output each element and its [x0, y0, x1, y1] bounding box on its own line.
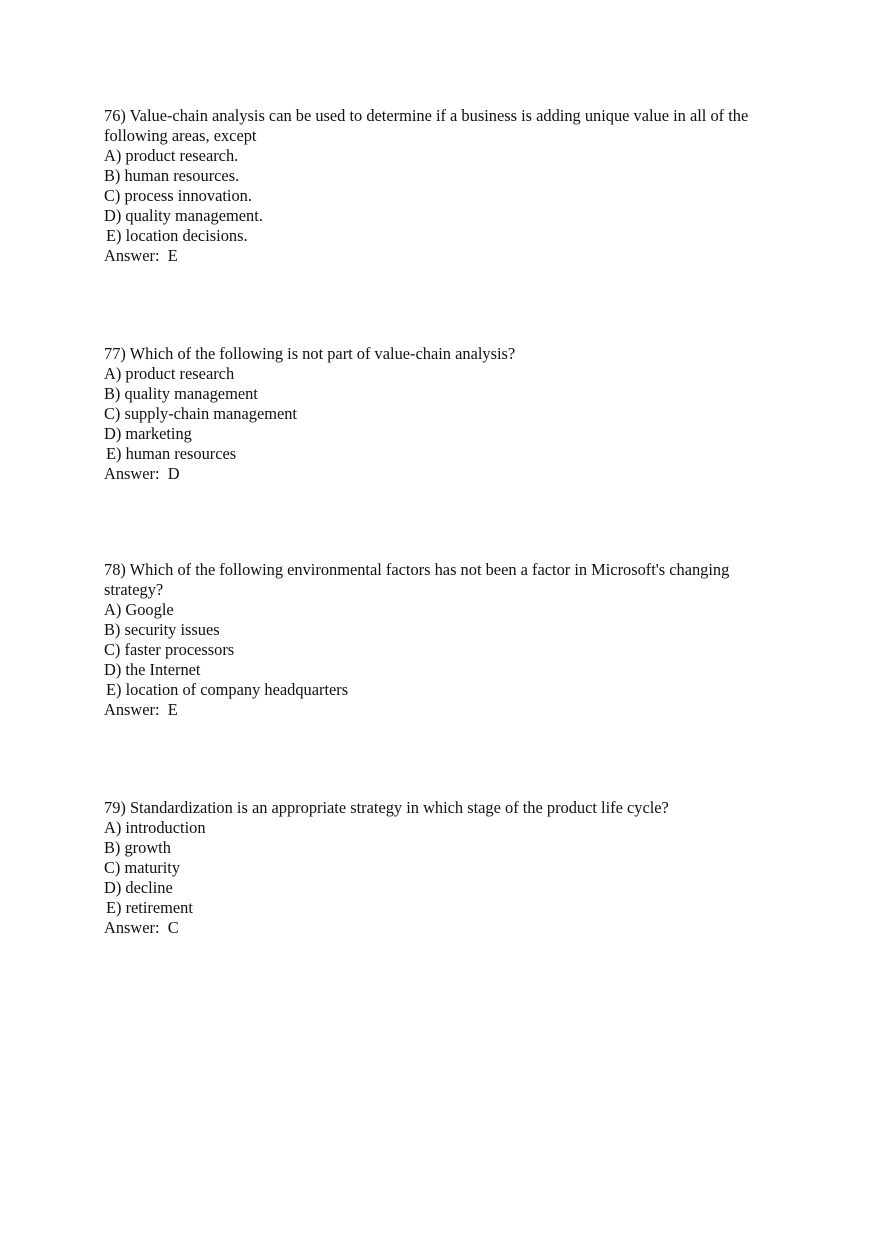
question-76 — [104, 106, 774, 266]
option-e: E) location decisions. — [106, 226, 248, 245]
question-78 — [104, 560, 774, 720]
option-e: E) human resources — [106, 444, 237, 463]
option-b: B) human resources. — [104, 166, 240, 185]
option-c: C) maturity — [104, 858, 181, 877]
question-stem: 77) Which of the following is not part of value-chain analysis? — [104, 344, 516, 363]
question-stem: 76) Value-chain analysis can be used to determine if a business is adding unique value in all of the following areas, except — [104, 106, 749, 145]
option-a: A) product research. — [104, 146, 239, 165]
question-stem: 79) Standardization is an appropriate strategy in which stage of the product life cycle? — [104, 798, 669, 817]
option-c: C) faster processors — [104, 640, 235, 659]
option-a: A) introduction — [104, 818, 206, 837]
option-c: C) process innovation. — [104, 186, 252, 205]
question-77 — [104, 344, 774, 484]
option-e: E) location of company headquarters — [106, 680, 349, 699]
option-b: B) security issues — [104, 620, 220, 639]
answer-line: Answer: E — [104, 246, 178, 265]
option-e: E) retirement — [106, 898, 193, 917]
answer-line: Answer: E — [104, 700, 178, 719]
option-d: D) the Internet — [104, 660, 201, 679]
answer-line: Answer: D — [104, 464, 180, 483]
option-d: D) decline — [104, 878, 173, 897]
question-stem: 78) Which of the following environmental factors has not been a factor in Microsoft's changing strategy? — [104, 560, 730, 599]
option-a: A) product research — [104, 364, 235, 383]
option-a: A) Google — [104, 600, 174, 619]
option-b: B) growth — [104, 838, 171, 857]
answer-line: Answer: C — [104, 918, 179, 937]
option-b: B) quality management — [104, 384, 258, 403]
question-79 — [104, 798, 774, 938]
option-d: D) quality management. — [104, 206, 263, 225]
option-c: C) supply-chain management — [104, 404, 297, 423]
option-d: D) marketing — [104, 424, 192, 443]
